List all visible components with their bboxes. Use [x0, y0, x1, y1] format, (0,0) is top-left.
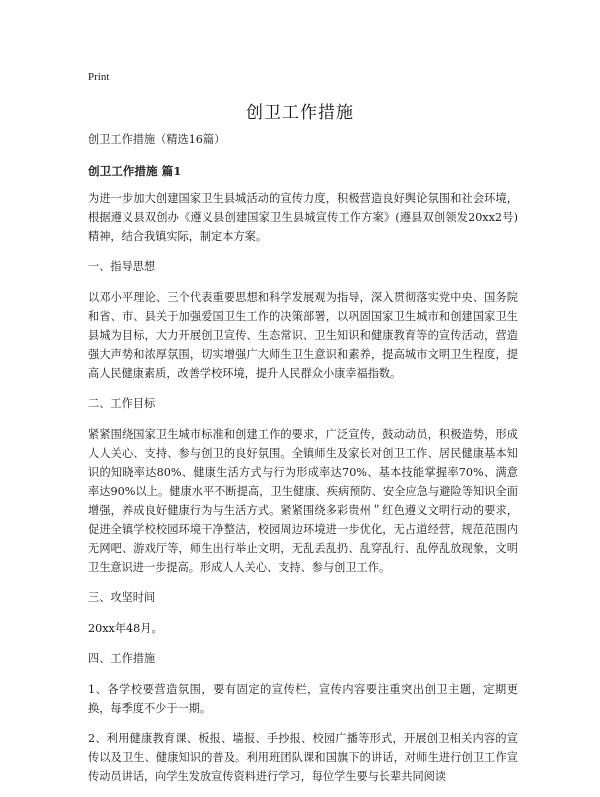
- heading-tackling-time: 三、攻坚时间: [88, 591, 156, 604]
- document-body: [88, 130, 518, 797]
- section-title: 创卫工作措施 篇1: [88, 164, 182, 178]
- work-goals-paragraph: 紧紧围绕国家卫生城市标准和创建工作的要求，广泛宣传，鼓动动员，积极造势，形成人人关心、支持、参与创卫的良好氛围。全镇师生及家长对创卫工作、居民健康基本知识的知晓率达80%、健康生活方式与行为形成率达70%、基本技能掌握率70%、满意率达90%以上。健康水平不断提高，卫生健康、疾病预防、安全应急与避险等知识全面增强，养成良好健康行为与生活方式。紧紧围绕多彩贵州＂红色遵义文明行动的要求，促进全镇学校校园环境干净整洁，校园周边环境进一步优化，无占道经营，规范范围内无网吧、游戏厅等，师生出行举止文明，无乱丢乱扔、乱穿乱行、乱停乱放现象，文明卫生意识进一步提高。形成人人关心、支持、参与创卫工作。: [88, 428, 518, 574]
- heading-work-goals: 二、工作目标: [88, 397, 156, 410]
- guiding-ideology-paragraph: 以邓小平理论、三个代表重要思想和科学发展观为指导，深入贯彻落实党中央、国务院和省、市、县关于加强爱国卫生工作的决策部署，以巩固国家卫生城市和创建国家卫生县城为目标，大力开展创卫宣传、生态常识、卫生知识和健康教育等的宣传活动，营造强大声势和浓厚氛围，切实增强广大师生卫生意识和素养，提高城市文明卫生程度，提高人民健康素质，改善学校环境，提升人民群众小康幸福指数。: [88, 291, 518, 380]
- measure-item-2: 2、利用健康教育课、板报、墙报、手抄报、校园广播等形式，开展创卫相关内容的宣传以及卫生、健康知识的普及。利用班团队课和国旗下的讲话，对师生进行创卫工作宣传动员讲话，向学生发放宣传资料进行学习，每位学生要与长辈共同阅读: [88, 732, 518, 783]
- print-label: Print: [88, 71, 110, 83]
- document-title: 创卫工作措施: [246, 103, 354, 123]
- heading-work-measures: 四、工作措施: [88, 652, 156, 665]
- document-subtitle: 创卫工作措施（精选16篇）: [88, 133, 226, 146]
- heading-guiding-ideology: 一、指导思想: [88, 260, 156, 273]
- tackling-time-paragraph: 20xx年48月。: [88, 622, 163, 635]
- intro-paragraph: 为进一步加大创建国家卫生县城活动的宣传力度，积极营造良好舆论氛围和社会环境，根据遵义县双创办《遵义县创建国家卫生县城宣传工作方案》(遵县双创领发20xx2号)精神，结合我镇实际，制定本方案。: [88, 192, 518, 243]
- measure-item-1: 1、各学校要营造氛围，要有固定的宣传栏，宣传内容要注重突出创卫主题，定期更换，每季度不少于一期。: [88, 683, 518, 715]
